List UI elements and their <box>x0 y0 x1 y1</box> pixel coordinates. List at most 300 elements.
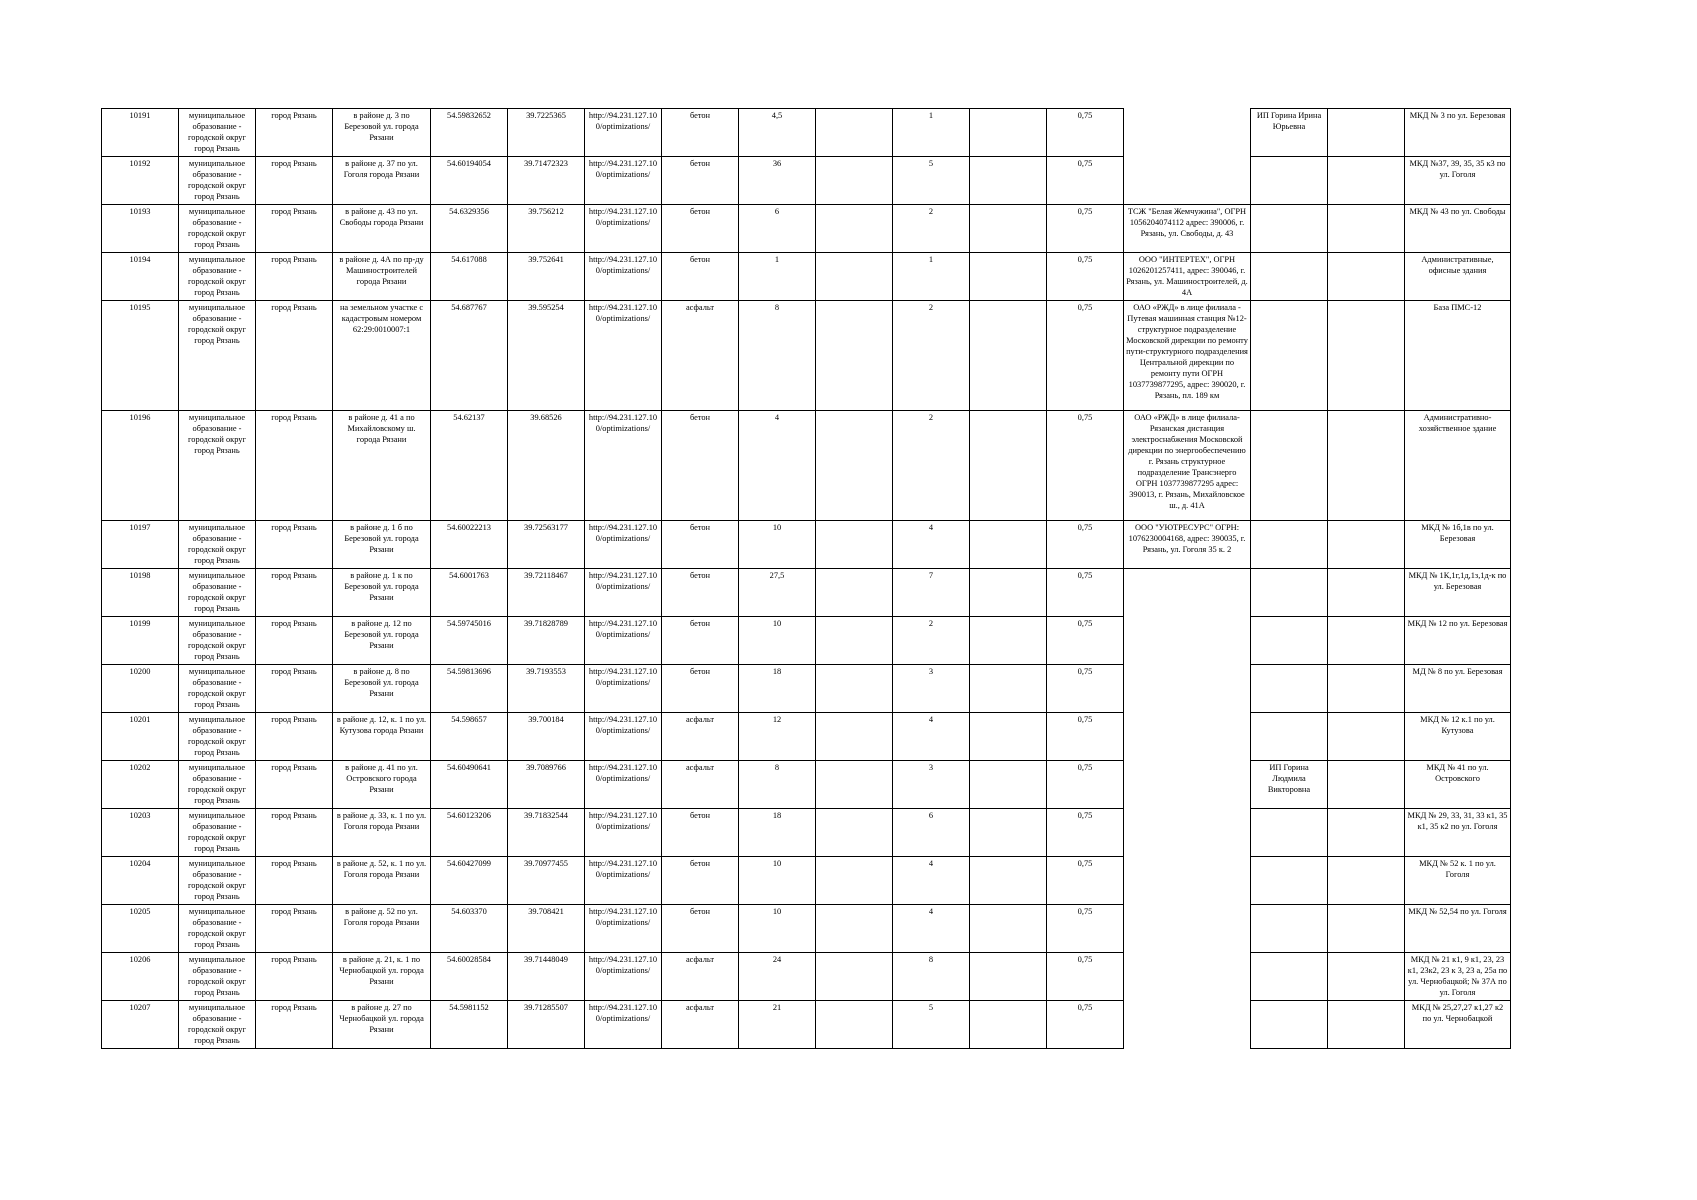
cell-address: в районе д. 3 по Березовой ул. города Рязани <box>333 109 431 157</box>
cell-source: МКД № 3 по ул. Березовая <box>1405 109 1511 157</box>
cell-municipality: муниципальное образование - городской округ город Рязань <box>179 713 256 761</box>
cell-volume: 0,75 <box>1047 521 1124 569</box>
cell-owner <box>1124 1001 1251 1049</box>
cell-empty <box>1328 857 1405 905</box>
cell-surface: бетон <box>662 809 739 857</box>
cell-surface: асфальт <box>662 953 739 1001</box>
cell-container-count: 4 <box>893 857 970 905</box>
cell-longitude: 39.708421 <box>508 905 585 953</box>
cell-id: 10205 <box>102 905 179 953</box>
cell-owner <box>1124 665 1251 713</box>
cell-area: 6 <box>739 205 816 253</box>
cell-id: 10201 <box>102 713 179 761</box>
table-row <box>102 569 1511 617</box>
cell-empty <box>816 617 893 665</box>
cell-owner-ip <box>1251 253 1328 301</box>
cell-source: МКД № 21 к1, 9 к1, 23, 23 к1, 23к2, 23 к 3, 23 а, 25а по ул. Чернобацкой; № 37А по ул. Гоголя <box>1405 953 1511 1001</box>
cell-empty <box>1328 953 1405 1001</box>
cell-owner <box>1124 157 1251 205</box>
cell-area: 18 <box>739 665 816 713</box>
cell-longitude: 39.756212 <box>508 205 585 253</box>
cell-volume: 0,75 <box>1047 905 1124 953</box>
cell-surface: бетон <box>662 905 739 953</box>
cell-area: 4,5 <box>739 109 816 157</box>
cell-longitude: 39.70977455 <box>508 857 585 905</box>
cell-empty <box>970 857 1047 905</box>
cell-owner-ip <box>1251 905 1328 953</box>
cell-address: в районе д. 12, к. 1 по ул. Кутузова города Рязани <box>333 713 431 761</box>
cell-empty <box>1328 665 1405 713</box>
cell-id: 10202 <box>102 761 179 809</box>
cell-area: 10 <box>739 905 816 953</box>
cell-longitude: 39.71285507 <box>508 1001 585 1049</box>
cell-volume: 0,75 <box>1047 109 1124 157</box>
cell-address: в районе д. 33, к. 1 по ул. Гоголя города Рязани <box>333 809 431 857</box>
cell-owner-ip <box>1251 301 1328 411</box>
cell-longitude: 39.752641 <box>508 253 585 301</box>
cell-empty <box>970 809 1047 857</box>
cell-address: в районе д. 21, к. 1 по Чернобацкой ул. города Рязани <box>333 953 431 1001</box>
cell-city: город Рязань <box>256 569 333 617</box>
cell-longitude: 39.68526 <box>508 411 585 521</box>
cell-owner-ip <box>1251 1001 1328 1049</box>
cell-empty <box>816 857 893 905</box>
cell-url: http://94.231.127.100/optimizations/ <box>585 905 662 953</box>
cell-latitude: 54.598657 <box>431 713 508 761</box>
cell-empty <box>970 665 1047 713</box>
registry-table <box>101 108 1511 1049</box>
cell-area: 18 <box>739 809 816 857</box>
cell-surface: бетон <box>662 253 739 301</box>
cell-volume: 0,75 <box>1047 809 1124 857</box>
cell-area: 10 <box>739 617 816 665</box>
cell-longitude: 39.71832544 <box>508 809 585 857</box>
cell-surface: бетон <box>662 521 739 569</box>
cell-owner <box>1124 905 1251 953</box>
cell-address: в районе д. 1 к по Березовой ул. города Рязани <box>333 569 431 617</box>
cell-source: МКД № 52,54 по ул. Гоголя <box>1405 905 1511 953</box>
cell-owner-ip <box>1251 857 1328 905</box>
cell-latitude: 54.6329356 <box>431 205 508 253</box>
cell-owner-ip <box>1251 411 1328 521</box>
cell-container-count: 3 <box>893 665 970 713</box>
cell-empty <box>970 301 1047 411</box>
cell-empty <box>970 521 1047 569</box>
cell-url: http://94.231.127.100/optimizations/ <box>585 617 662 665</box>
cell-owner <box>1124 569 1251 617</box>
cell-empty <box>816 301 893 411</box>
cell-city: город Рязань <box>256 857 333 905</box>
cell-volume: 0,75 <box>1047 157 1124 205</box>
cell-longitude: 39.7225365 <box>508 109 585 157</box>
cell-address: в районе д. 4А по пр-ду Машиностроителей города Рязани <box>333 253 431 301</box>
cell-id: 10198 <box>102 569 179 617</box>
cell-municipality: муниципальное образование - городской округ город Рязань <box>179 953 256 1001</box>
cell-area: 12 <box>739 713 816 761</box>
cell-longitude: 39.71472323 <box>508 157 585 205</box>
cell-owner-ip: ИП Горина Ирина Юрьевна <box>1251 109 1328 157</box>
cell-longitude: 39.7089766 <box>508 761 585 809</box>
cell-empty <box>1328 1001 1405 1049</box>
cell-empty <box>970 617 1047 665</box>
cell-owner-ip <box>1251 809 1328 857</box>
cell-empty <box>970 953 1047 1001</box>
table-row <box>102 301 1511 411</box>
cell-source: МКД № 12 к.1 по ул. Кутузова <box>1405 713 1511 761</box>
cell-empty <box>816 521 893 569</box>
cell-address: в районе д. 27 по Чернобацкой ул. города Рязани <box>333 1001 431 1049</box>
cell-surface: бетон <box>662 569 739 617</box>
cell-city: город Рязань <box>256 157 333 205</box>
cell-url: http://94.231.127.100/optimizations/ <box>585 857 662 905</box>
cell-city: город Рязань <box>256 809 333 857</box>
cell-empty <box>970 205 1047 253</box>
cell-city: город Рязань <box>256 411 333 521</box>
cell-empty <box>816 761 893 809</box>
cell-latitude: 54.6001763 <box>431 569 508 617</box>
cell-city: город Рязань <box>256 109 333 157</box>
cell-id: 10197 <box>102 521 179 569</box>
cell-owner-ip <box>1251 713 1328 761</box>
cell-empty <box>970 411 1047 521</box>
cell-city: город Рязань <box>256 301 333 411</box>
cell-container-count: 6 <box>893 809 970 857</box>
cell-municipality: муниципальное образование - городской округ город Рязань <box>179 301 256 411</box>
cell-longitude: 39.595254 <box>508 301 585 411</box>
cell-empty <box>816 665 893 713</box>
cell-empty <box>816 713 893 761</box>
cell-container-count: 2 <box>893 411 970 521</box>
cell-area: 10 <box>739 521 816 569</box>
cell-owner <box>1124 857 1251 905</box>
cell-empty <box>1328 109 1405 157</box>
cell-container-count: 1 <box>893 253 970 301</box>
cell-empty <box>970 157 1047 205</box>
table-row <box>102 809 1511 857</box>
cell-empty <box>816 157 893 205</box>
cell-source: МКД №37, 39, 35, 35 к3 по ул. Гоголя <box>1405 157 1511 205</box>
cell-surface: бетон <box>662 617 739 665</box>
cell-source: МКД № 25,27,27 к1,27 к2 по ул. Чернобацкой <box>1405 1001 1511 1049</box>
cell-source: МКД № 1б,1в по ул. Березовая <box>1405 521 1511 569</box>
cell-container-count: 4 <box>893 905 970 953</box>
cell-url: http://94.231.127.100/optimizations/ <box>585 205 662 253</box>
cell-volume: 0,75 <box>1047 713 1124 761</box>
cell-area: 1 <box>739 253 816 301</box>
cell-owner <box>1124 617 1251 665</box>
cell-source: МКД № 43 по ул. Свободы <box>1405 205 1511 253</box>
table-row <box>102 617 1511 665</box>
cell-municipality: муниципальное образование - городской округ город Рязань <box>179 569 256 617</box>
table-row <box>102 857 1511 905</box>
cell-municipality: муниципальное образование - городской округ город Рязань <box>179 809 256 857</box>
cell-empty <box>816 569 893 617</box>
cell-empty <box>816 411 893 521</box>
cell-owner <box>1124 953 1251 1001</box>
cell-owner: ОАО «РЖД» в лице филиала- Рязанская дистанция электроснабжения Московской дирекции по энергообеспечению г. Рязань структурное подразделение Трансэнерго ОГРН 1037739877295 адрес: 390013, г. Рязань, Михайловское ш., д. 41А <box>1124 411 1251 521</box>
cell-url: http://94.231.127.100/optimizations/ <box>585 521 662 569</box>
cell-latitude: 54.59813696 <box>431 665 508 713</box>
cell-empty <box>970 761 1047 809</box>
cell-city: город Рязань <box>256 253 333 301</box>
cell-latitude: 54.5981152 <box>431 1001 508 1049</box>
cell-surface: асфальт <box>662 1001 739 1049</box>
cell-empty <box>970 569 1047 617</box>
cell-source: База ПМС-12 <box>1405 301 1511 411</box>
cell-empty <box>1328 761 1405 809</box>
cell-volume: 0,75 <box>1047 569 1124 617</box>
cell-url: http://94.231.127.100/optimizations/ <box>585 713 662 761</box>
cell-city: город Рязань <box>256 713 333 761</box>
cell-municipality: муниципальное образование - городской округ город Рязань <box>179 1001 256 1049</box>
cell-volume: 0,75 <box>1047 761 1124 809</box>
cell-source: МКД № 52 к. 1 по ул. Гоголя <box>1405 857 1511 905</box>
cell-latitude: 54.59832652 <box>431 109 508 157</box>
cell-url: http://94.231.127.100/optimizations/ <box>585 761 662 809</box>
cell-container-count: 4 <box>893 521 970 569</box>
cell-empty <box>816 205 893 253</box>
cell-owner-ip <box>1251 205 1328 253</box>
cell-id: 10192 <box>102 157 179 205</box>
table-row <box>102 713 1511 761</box>
cell-surface: бетон <box>662 205 739 253</box>
cell-surface: бетон <box>662 857 739 905</box>
cell-address: в районе д. 52, к. 1 по ул. Гоголя города Рязани <box>333 857 431 905</box>
cell-url: http://94.231.127.100/optimizations/ <box>585 665 662 713</box>
cell-id: 10199 <box>102 617 179 665</box>
cell-area: 10 <box>739 857 816 905</box>
cell-volume: 0,75 <box>1047 301 1124 411</box>
cell-empty <box>1328 205 1405 253</box>
cell-longitude: 39.72118467 <box>508 569 585 617</box>
cell-area: 8 <box>739 301 816 411</box>
cell-latitude: 54.62137 <box>431 411 508 521</box>
cell-id: 10193 <box>102 205 179 253</box>
cell-empty <box>970 905 1047 953</box>
cell-volume: 0,75 <box>1047 205 1124 253</box>
cell-empty <box>1328 809 1405 857</box>
cell-url: http://94.231.127.100/optimizations/ <box>585 157 662 205</box>
cell-url: http://94.231.127.100/optimizations/ <box>585 809 662 857</box>
cell-area: 8 <box>739 761 816 809</box>
cell-container-count: 4 <box>893 713 970 761</box>
cell-source: Административно-хозяйственное здание <box>1405 411 1511 521</box>
table-row <box>102 109 1511 157</box>
cell-source: МКД № 29, 33, 31, 33 к1, 35 к1, 35 к2 по ул. Гоголя <box>1405 809 1511 857</box>
cell-url: http://94.231.127.100/optimizations/ <box>585 953 662 1001</box>
cell-empty <box>970 253 1047 301</box>
cell-url: http://94.231.127.100/optimizations/ <box>585 569 662 617</box>
cell-municipality: муниципальное образование - городской округ город Рязань <box>179 617 256 665</box>
cell-source: МКД № 1К,1г,1д,1з,1д-к по ул. Березовая <box>1405 569 1511 617</box>
cell-id: 10191 <box>102 109 179 157</box>
cell-source: Административные, офисные здания <box>1405 253 1511 301</box>
cell-container-count: 2 <box>893 617 970 665</box>
cell-surface: асфальт <box>662 301 739 411</box>
cell-empty <box>970 713 1047 761</box>
cell-volume: 0,75 <box>1047 1001 1124 1049</box>
cell-municipality: муниципальное образование - городской округ город Рязань <box>179 905 256 953</box>
cell-id: 10194 <box>102 253 179 301</box>
cell-container-count: 5 <box>893 1001 970 1049</box>
cell-surface: бетон <box>662 157 739 205</box>
registry-rows <box>102 109 1511 1049</box>
cell-owner <box>1124 809 1251 857</box>
cell-longitude: 39.71828789 <box>508 617 585 665</box>
cell-address: в районе д. 8 по Березовой ул. города Рязани <box>333 665 431 713</box>
cell-volume: 0,75 <box>1047 665 1124 713</box>
table-row <box>102 205 1511 253</box>
cell-owner: ООО "УЮТРЕСУРС" ОГРН: 1076230004168, адрес: 390035, г. Рязань, ул. Гоголя 35 к. 2 <box>1124 521 1251 569</box>
cell-empty <box>1328 253 1405 301</box>
cell-url: http://94.231.127.100/optimizations/ <box>585 301 662 411</box>
cell-source: МКД № 41 по ул. Островского <box>1405 761 1511 809</box>
cell-surface: асфальт <box>662 761 739 809</box>
cell-id: 10206 <box>102 953 179 1001</box>
cell-container-count: 3 <box>893 761 970 809</box>
cell-longitude: 39.72563177 <box>508 521 585 569</box>
cell-id: 10195 <box>102 301 179 411</box>
table-row <box>102 665 1511 713</box>
cell-volume: 0,75 <box>1047 857 1124 905</box>
cell-municipality: муниципальное образование - городской округ город Рязань <box>179 157 256 205</box>
cell-volume: 0,75 <box>1047 617 1124 665</box>
cell-owner-ip <box>1251 157 1328 205</box>
cell-container-count: 1 <box>893 109 970 157</box>
cell-municipality: муниципальное образование - городской округ город Рязань <box>179 857 256 905</box>
cell-owner-ip <box>1251 953 1328 1001</box>
table-row <box>102 1001 1511 1049</box>
cell-empty <box>816 109 893 157</box>
cell-latitude: 54.59745016 <box>431 617 508 665</box>
cell-source: МКД № 12 по ул. Березовая <box>1405 617 1511 665</box>
cell-owner: ОАО «РЖД» в лице филиала - Путевая машинная станция №12- структурное подразделение Московской дирекции по ремонту пути-структурного подразделения Центральной дирекции по ремонту пути ОГРН 1037739877295, адрес: 390020, г. Рязань, пл. 189 км <box>1124 301 1251 411</box>
cell-municipality: муниципальное образование - городской округ город Рязань <box>179 253 256 301</box>
table-row <box>102 905 1511 953</box>
cell-address: в районе д. 37 по ул. Гоголя города Рязани <box>333 157 431 205</box>
cell-owner <box>1124 109 1251 157</box>
cell-container-count: 2 <box>893 301 970 411</box>
cell-area: 21 <box>739 1001 816 1049</box>
cell-address: в районе д. 1 б по Березовой ул. города Рязани <box>333 521 431 569</box>
cell-container-count: 7 <box>893 569 970 617</box>
cell-area: 36 <box>739 157 816 205</box>
cell-volume: 0,75 <box>1047 411 1124 521</box>
cell-latitude: 54.603370 <box>431 905 508 953</box>
cell-latitude: 54.60490641 <box>431 761 508 809</box>
table-row <box>102 521 1511 569</box>
table-row <box>102 253 1511 301</box>
cell-city: город Рязань <box>256 205 333 253</box>
cell-container-count: 8 <box>893 953 970 1001</box>
cell-owner <box>1124 713 1251 761</box>
cell-surface: бетон <box>662 411 739 521</box>
cell-volume: 0,75 <box>1047 253 1124 301</box>
cell-municipality: муниципальное образование - городской округ город Рязань <box>179 109 256 157</box>
cell-empty <box>816 953 893 1001</box>
cell-owner-ip <box>1251 569 1328 617</box>
cell-municipality: муниципальное образование - городской округ город Рязань <box>179 761 256 809</box>
cell-city: город Рязань <box>256 905 333 953</box>
cell-id: 10196 <box>102 411 179 521</box>
cell-latitude: 54.60427099 <box>431 857 508 905</box>
cell-surface: бетон <box>662 109 739 157</box>
cell-area: 27,5 <box>739 569 816 617</box>
cell-owner-ip <box>1251 617 1328 665</box>
cell-empty <box>816 809 893 857</box>
cell-latitude: 54.60022213 <box>431 521 508 569</box>
cell-address: в районе д. 41 а по Михайловскому ш. города Рязани <box>333 411 431 521</box>
cell-empty <box>1328 411 1405 521</box>
cell-empty <box>1328 521 1405 569</box>
cell-container-count: 2 <box>893 205 970 253</box>
cell-latitude: 54.60123206 <box>431 809 508 857</box>
cell-empty <box>970 1001 1047 1049</box>
cell-url: http://94.231.127.100/optimizations/ <box>585 253 662 301</box>
cell-volume: 0,75 <box>1047 953 1124 1001</box>
cell-container-count: 5 <box>893 157 970 205</box>
cell-city: город Рязань <box>256 953 333 1001</box>
cell-empty <box>1328 569 1405 617</box>
cell-empty <box>1328 713 1405 761</box>
cell-city: город Рязань <box>256 665 333 713</box>
cell-latitude: 54.60028584 <box>431 953 508 1001</box>
cell-owner <box>1124 761 1251 809</box>
cell-city: город Рязань <box>256 521 333 569</box>
cell-latitude: 54.617088 <box>431 253 508 301</box>
cell-empty <box>1328 157 1405 205</box>
table-row <box>102 953 1511 1001</box>
cell-area: 4 <box>739 411 816 521</box>
cell-municipality: муниципальное образование - городской округ город Рязань <box>179 665 256 713</box>
cell-url: http://94.231.127.100/optimizations/ <box>585 109 662 157</box>
cell-city: город Рязань <box>256 761 333 809</box>
cell-longitude: 39.700184 <box>508 713 585 761</box>
cell-url: http://94.231.127.100/optimizations/ <box>585 411 662 521</box>
cell-city: город Рязань <box>256 1001 333 1049</box>
cell-owner-ip <box>1251 521 1328 569</box>
cell-longitude: 39.7193553 <box>508 665 585 713</box>
cell-latitude: 54.687767 <box>431 301 508 411</box>
cell-empty <box>1328 905 1405 953</box>
cell-url: http://94.231.127.100/optimizations/ <box>585 1001 662 1049</box>
cell-area: 24 <box>739 953 816 1001</box>
cell-empty <box>816 1001 893 1049</box>
cell-address: в районе д. 52 по ул. Гоголя города Рязани <box>333 905 431 953</box>
cell-empty <box>1328 617 1405 665</box>
cell-address: в районе д. 12 по Березовой ул. города Рязани <box>333 617 431 665</box>
cell-municipality: муниципальное образование - городской округ город Рязань <box>179 521 256 569</box>
cell-id: 10200 <box>102 665 179 713</box>
cell-municipality: муниципальное образование - городской округ город Рязань <box>179 411 256 521</box>
cell-id: 10204 <box>102 857 179 905</box>
table-row <box>102 157 1511 205</box>
table-row <box>102 411 1511 521</box>
cell-longitude: 39.71448049 <box>508 953 585 1001</box>
cell-owner-ip: ИП Горина Людмила Викторовна <box>1251 761 1328 809</box>
cell-source: МД № 8 по ул. Березовая <box>1405 665 1511 713</box>
cell-empty <box>816 905 893 953</box>
cell-empty <box>1328 301 1405 411</box>
cell-empty <box>816 253 893 301</box>
cell-address: в районе д. 43 по ул. Свободы города Рязани <box>333 205 431 253</box>
cell-address: на земельном участке с кадастровым номером 62:29:0010007:1 <box>333 301 431 411</box>
cell-owner: ООО "ИНТЕРТЕХ", ОГРН 1026201257411, адрес: 390046, г. Рязань, ул. Машиностроителей, д. 4А <box>1124 253 1251 301</box>
cell-empty <box>970 109 1047 157</box>
cell-owner: ТСЖ "Белая Жемчужина", ОГРН 1056204074112 адрес: 390006, г. Рязань, ул. Свободы, д. 43 <box>1124 205 1251 253</box>
cell-id: 10203 <box>102 809 179 857</box>
cell-municipality: муниципальное образование - городской округ город Рязань <box>179 205 256 253</box>
